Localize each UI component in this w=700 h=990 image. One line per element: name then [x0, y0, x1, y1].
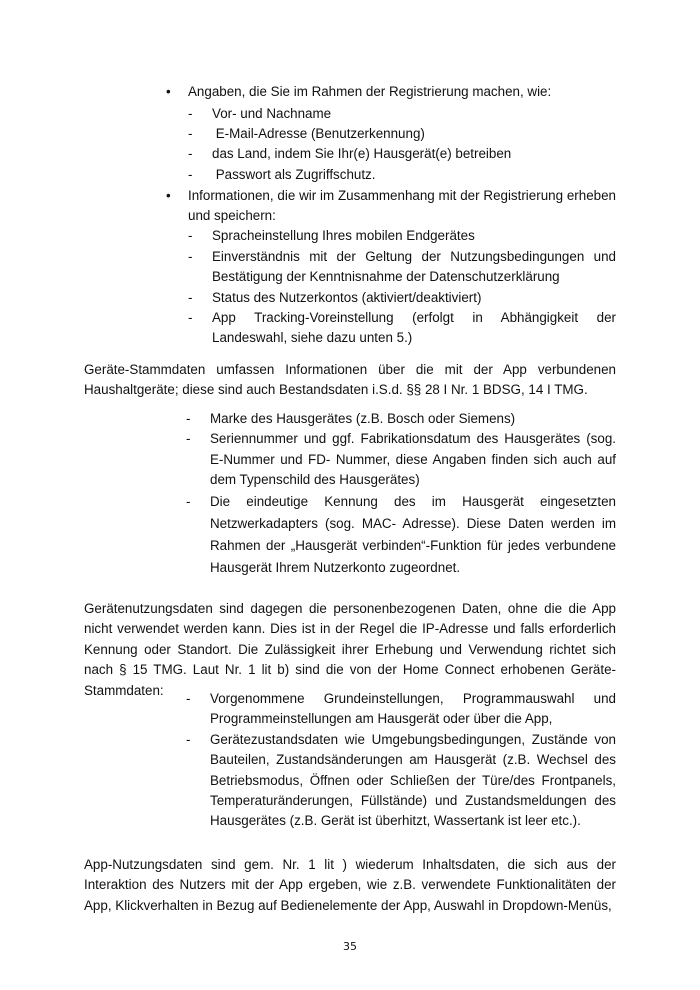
- list-item-text: Gerätezustandsdaten wie Umgebungsbedingungen, Zustände von Bauteilen, Zustandsänderungen am Hausgerät (z.B. Wechsel des Betriebsmodus, Öffnen oder Schließen der Türe/des Frontpanels, Temperaturänderungen, Füllstände) und Zustandsmeldungen des Hausgerätes (z.B. Gerät ist überhitzt, Wassertank ist leer etc.).: [210, 731, 616, 829]
- sub-list-item-text: Vor- und Nachname: [212, 105, 332, 121]
- list-item-text: Angaben, die Sie im Rahmen der Registrierung machen, wie:: [188, 84, 552, 99]
- list-item-text: Marke des Hausgerätes (z.B. Bosch oder Siemens): [210, 411, 516, 426]
- sub-list-item-text: das Land, indem Sie Ihr(e) Hausgerät(e) betreiben: [212, 146, 512, 162]
- page-number: 35: [343, 940, 357, 953]
- paragraph-geraete-stammdaten: Geräte-Stammdaten umfassen Informationen über die mit der App verbundenen Haushaltgeräte; diese sind auch Bestandsdaten i.S.d. §§ 28 I Nr. 1 BDSG, 14 I TMG.: [84, 362, 616, 398]
- sub-list-item-text: App Tracking-Voreinstellung (erfolgt in Abhängigkeit der Landeswahl, siehe dazu unten 5.): [212, 310, 616, 346]
- dash-icon: -: [188, 310, 193, 326]
- dash-icon: -: [188, 105, 193, 121]
- list-item: [166, 82, 616, 185]
- dash-icon: -: [188, 166, 193, 182]
- sub-list-item-text: Status des Nutzerkontos (aktiviert/deaktiviert): [212, 289, 482, 305]
- sub-list-item-text: Spracheinstellung Ihres mobilen Endgerätes: [212, 228, 475, 244]
- list-item-text: Die eindeutige Kennung des im Hausgerät eingesetzten Netzwerkadapters (sog. MAC- Adresse). Diese Daten werden im Rahmen der „Hausgerät verbinden“-Funktion für jedes verbundene Hausgerät Ihrem Nutzerkonto zugeordnet.: [210, 493, 616, 575]
- sub-list-item-text: Passwort als Zugriffschutz.: [212, 166, 376, 182]
- sub-list-item: [188, 144, 616, 164]
- dash-icon: -: [186, 431, 191, 447]
- sub-list-item: [188, 308, 616, 349]
- bullet-icon: •: [166, 188, 171, 204]
- paragraph-app-nutzungsdaten: App-Nutzungsdaten sind gem. Nr. 1 lit ) wiederum Inhaltsdaten, die sich aus der Interaktion des Nutzers mit der App ergeben, wie z.B. verwendete Funktionalitäten der App, Klickverhalten in Bezug auf Bedienelemente der App, Auswahl in Dropdown-Menüs,: [84, 857, 616, 913]
- dash-icon: -: [186, 731, 191, 747]
- dash-icon: -: [188, 289, 193, 305]
- sub-list: [188, 104, 616, 186]
- device-master-data-list: [186, 409, 616, 579]
- dash-icon: -: [188, 248, 193, 264]
- sub-list-item-text: E-Mail-Adresse (Benutzerkennung): [212, 126, 425, 141]
- dash-icon: -: [188, 228, 193, 244]
- device-usage-data-list: [186, 689, 616, 832]
- list-item-text: Seriennummer und ggf. Fabrikationsdatum des Hausgerätes (sog. E-Nummer und FD- Nummer, diese Angaben finden sich auch auf dem Typenschild des Hausgerätes): [210, 431, 616, 488]
- sub-list-item: [188, 104, 616, 124]
- sub-list: [188, 226, 616, 348]
- list-item: [186, 409, 616, 429]
- sub-list-item-text: Einverständnis mit der Geltung der Nutzungsbedingungen und Bestätigung der Kenntnisnahme der Datenschutzerklärung: [212, 248, 616, 285]
- list-item: [186, 689, 616, 730]
- sub-list-item: [188, 124, 616, 144]
- dash-icon: -: [188, 146, 193, 162]
- list-item: [186, 429, 616, 490]
- list-item: [166, 186, 616, 349]
- sub-list-item: [188, 226, 616, 246]
- list-item-text: Vorgenommene Grundeinstellungen, Programmauswahl und Programmeinstellungen am Hausgerät oder über die App,: [210, 691, 616, 727]
- dash-icon: -: [186, 411, 191, 426]
- sub-list-item: [188, 165, 616, 185]
- dash-icon: -: [186, 493, 191, 509]
- dash-icon: -: [188, 126, 193, 141]
- paragraph-geraetenutzungsdaten: Gerätenutzungsdaten sind dagegen die personenbezogenen Daten, ohne die die App nicht verwendet werden kann. Dies ist in der Regel die IP-Adresse und falls erforderlich Kennung oder Standort. Die Zulässigkeit ihrer Erhebung und Verwendung richtet sich nach § 15 TMG. Laut Nr. 1 lit b) sind die von der Home Connect erhobenen Geräte-Stammdaten:: [84, 601, 616, 698]
- list-item-text: Informationen, die wir im Zusammenhang mit der Registrierung erheben und speichern:: [188, 188, 616, 223]
- sub-list-item: [188, 288, 616, 308]
- bullet-icon: •: [166, 84, 171, 99]
- sub-list-item: [188, 247, 616, 288]
- dash-icon: -: [186, 691, 191, 706]
- list-item: [186, 491, 616, 579]
- registration-data-list: [166, 82, 616, 349]
- list-item: [186, 730, 616, 832]
